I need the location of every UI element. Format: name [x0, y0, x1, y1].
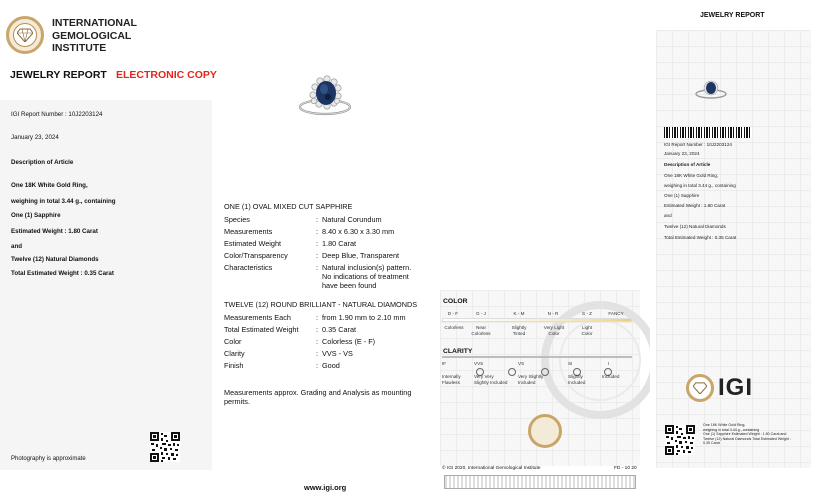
- right-line: Twelve (12) Natural Diamonds: [664, 224, 726, 229]
- org-name: [52, 17, 137, 55]
- barcode[interactable]: [664, 127, 752, 138]
- spec-value: VVS - VS: [322, 349, 353, 358]
- right-line: One 18K White Gold Ring,: [664, 173, 719, 178]
- qr-code[interactable]: [150, 432, 180, 462]
- clarity-grade: SI: [568, 361, 573, 366]
- clarity-grade: IF: [442, 361, 447, 366]
- color-desc: Colorless: [444, 325, 464, 330]
- right-qr-code[interactable]: [665, 425, 695, 455]
- report-title: JEWELRY REPORT: [10, 69, 107, 81]
- ring-thumbnail: [694, 78, 728, 102]
- spec-value: 1.80 Carat: [322, 239, 357, 248]
- right-line: One (1) Sapphire: [664, 193, 700, 198]
- color-grade: FANCY: [608, 311, 624, 316]
- spec-value: 0.35 Carat: [322, 325, 357, 334]
- clarity-desc: Very Slightly Included: [518, 374, 544, 385]
- org-name-line: INTERNATIONAL: [52, 17, 137, 29]
- igi-logo-text: IGI: [718, 374, 754, 401]
- spec-value: Good: [322, 361, 340, 370]
- right-line: and: [664, 213, 672, 218]
- spec-key: Estimated Weight: [224, 239, 282, 248]
- igi-seal-logo: [6, 16, 44, 54]
- color-scale-bar: [442, 318, 632, 322]
- clarity-desc: Internally Flawless: [442, 374, 461, 385]
- section-title: TWELVE (12) ROUND BRILLIANT - NATURAL DIAMONDS: [224, 300, 418, 309]
- spec-key: Measurements Each: [224, 313, 291, 322]
- report-date: January 23, 2024: [11, 134, 59, 141]
- spec-value: Deep Blue, Transparent: [322, 251, 400, 260]
- spec-key: Characteristics: [224, 263, 273, 272]
- spec-value: 8.40 x 6.30 x 3.30 mm: [322, 227, 395, 236]
- description-heading: Description of Article: [11, 159, 74, 166]
- clarity-desc: Slightly Included: [568, 374, 586, 385]
- ring-photo: [297, 73, 353, 125]
- photography-note: Photography is approximate: [11, 456, 86, 462]
- color-desc: Near Colorless: [471, 325, 491, 336]
- igi-logo-icon: [686, 374, 714, 402]
- org-name-line: GEMOLOGICAL: [52, 29, 132, 42]
- description-line: One 18K White Gold Ring,: [11, 182, 88, 189]
- seal-logo: [528, 414, 562, 448]
- color-grade: S - Z: [582, 311, 592, 316]
- clarity-desc: Included: [602, 374, 620, 379]
- spec-key: Total Estimated Weight: [224, 325, 299, 334]
- spec-value: from 1.90 mm to 2.10 mm: [322, 313, 406, 322]
- clarity-icon: [508, 368, 516, 376]
- right-line: January 23, 2024: [664, 151, 700, 156]
- clarity-grade: I: [608, 361, 610, 366]
- org-name-line: INSTITUTE: [52, 42, 107, 54]
- right-report-title: JEWELRY REPORT: [700, 12, 765, 19]
- spec-key: Color/Transparency: [224, 251, 288, 260]
- summary-line: Twelve (12) Natural Diamonds Total Estimated Weight :: [703, 436, 791, 441]
- security-strip: [444, 475, 636, 489]
- color-desc: Very Light Color: [543, 325, 565, 336]
- description-line: and: [11, 243, 23, 250]
- clarity-scale-title: CLARITY: [443, 348, 473, 355]
- spec-key: Species: [224, 215, 250, 224]
- spec-key: Finish: [224, 361, 244, 370]
- website-link[interactable]: www.igi.org: [304, 483, 347, 492]
- form-code: FD - 10 20: [614, 466, 637, 471]
- summary-line: weighing in total 3.44 g., containing: [703, 427, 760, 432]
- clarity-scale-bar: [442, 356, 632, 358]
- right-line: Description of Article: [664, 162, 711, 167]
- spec-value: Natural inclusion(s) pattern. No indications of treatment have been found: [322, 263, 412, 290]
- left-panel: [0, 100, 212, 470]
- color-grade: K - M: [513, 311, 525, 316]
- section-title: ONE (1) OVAL MIXED CUT SAPPHIRE: [224, 202, 353, 211]
- measurement-note: Measurements approx. Grading and Analysis as mounting permits.: [224, 388, 412, 406]
- description-line: Total Estimated Weight : 0.35 Carat: [11, 270, 114, 277]
- description-line: Estimated Weight : 1.80 Carat: [11, 228, 98, 235]
- right-line: Estimated Weight : 1.80 Carat: [664, 203, 726, 208]
- description-line: weighing in total 3.44 g., containing: [11, 198, 116, 205]
- electronic-copy-label: ELECTRONIC COPY: [116, 69, 217, 81]
- clarity-desc: Very Very Slightly Included: [474, 374, 508, 385]
- color-desc: Slightly Tinted: [511, 325, 527, 336]
- copyright: © IGI 2020, International Gemological Institute: [442, 466, 541, 471]
- clarity-grade: VVS: [474, 361, 484, 366]
- color-grade: N - R: [547, 311, 559, 316]
- color-grade: G - J: [476, 311, 486, 316]
- spec-value: Colorless (E - F): [322, 337, 376, 346]
- summary-line: One 18K White Gold Ring,: [703, 423, 746, 427]
- color-grade: D - F: [447, 311, 459, 316]
- color-scale-title: COLOR: [443, 298, 468, 305]
- summary-line: One (1) Sapphire Estimated Weight : 1.80 Carat and: [703, 432, 787, 436]
- spec-key: Color: [224, 337, 242, 346]
- spec-key: Measurements: [224, 227, 273, 236]
- spec-value: Natural Corundum: [322, 215, 382, 224]
- right-line: Total Estimated Weight : 0.35 Carat: [664, 235, 737, 240]
- right-line: IGI Report Number : 10J2203124: [664, 142, 732, 147]
- description-line: Twelve (12) Natural Diamonds: [11, 256, 99, 263]
- description-line: One (1) Sapphire: [11, 212, 61, 219]
- clarity-grade: VS: [518, 361, 525, 366]
- diamond-icon: [13, 23, 37, 47]
- report-number: IGI Report Number : 10J2203124: [11, 111, 103, 118]
- color-desc: Light Color: [581, 325, 593, 336]
- right-panel: [656, 30, 811, 468]
- spec-key: Clarity: [224, 349, 245, 358]
- right-line: weighing in total 3.44 g., containing: [664, 183, 736, 188]
- summary-line: 0.35 Carat: [703, 441, 720, 445]
